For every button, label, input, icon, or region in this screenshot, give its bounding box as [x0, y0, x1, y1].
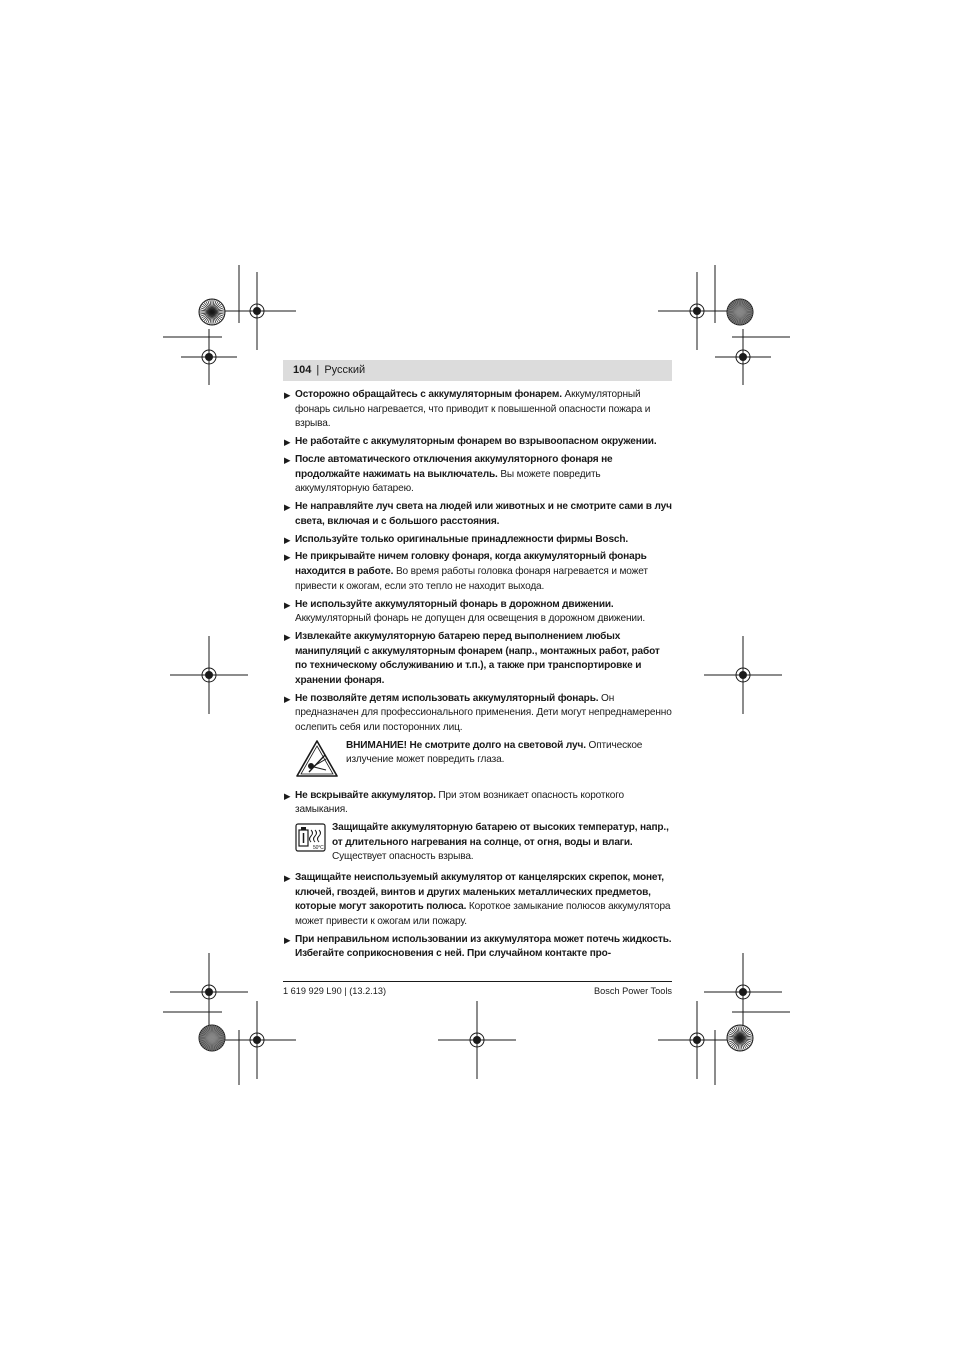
- page-number: 104: [293, 364, 312, 376]
- temperature-label: 50°C: [313, 845, 324, 852]
- registration-cross-icon: [704, 953, 782, 1031]
- safety-item: [284, 533, 672, 548]
- bullet-arrow-icon: ▶: [284, 454, 291, 465]
- bullet-arrow-icon: ▶: [284, 552, 291, 563]
- bullet-arrow-icon: ▶: [284, 873, 291, 884]
- item-bold-text: Не вскрывайте аккумулятор.: [295, 789, 436, 801]
- color-target-icon: [727, 299, 753, 325]
- item-bold-text: Не прикрывайте ничем головку фонаря, когда аккумуляторный фонарь находится в работе.: [295, 551, 647, 578]
- heat-warning-block: [295, 821, 672, 865]
- safety-item: [284, 630, 672, 688]
- item-text: При этом возникает опасность короткого замыкания.: [295, 789, 624, 816]
- item-bold-text: Не позволяйте детям использовать аккумуляторный фонарь.: [295, 692, 599, 704]
- heat-bold-text: Защищайте аккумуляторную батарею от высоких температур, напр., от длительного нагревания на солнце, от огня, воды и влаги.: [332, 822, 669, 848]
- registration-cross-icon: [438, 1001, 516, 1079]
- eye-warning-text: [346, 739, 672, 768]
- safety-item: [284, 453, 672, 497]
- bullet-arrow-icon: ▶: [284, 934, 291, 945]
- document-id: 1 619 929 L90 | (13.2.13): [283, 986, 387, 996]
- item-text: Короткое замыкание полюсов аккумулятора может привести к ожогам или пожару.: [295, 901, 671, 927]
- safety-item: [284, 500, 672, 529]
- item-text: Он предназначен для профессионального применения. Дети могут непреднамеренно ослепить себя или посторонних лиц.: [295, 692, 672, 733]
- item-bold-text: Используйте только оригинальные принадлежности фирмы Bosch.: [295, 533, 629, 545]
- bullet-arrow-icon: ▶: [284, 502, 291, 513]
- registration-cross-icon: [170, 636, 248, 714]
- safety-item: [284, 435, 672, 450]
- safety-instructions: [284, 388, 672, 965]
- safety-item: [284, 789, 672, 818]
- color-target-icon: [199, 1025, 225, 1051]
- item-bold-text: Не используйте аккумуляторный фонарь в дорожном движении.: [295, 598, 614, 610]
- safety-item: [284, 871, 672, 929]
- bullet-arrow-icon: ▶: [284, 599, 291, 610]
- eye-warning-icon: [295, 739, 339, 779]
- item-bold-text: При неправильном использовании из аккумулятора может потечь жидкость. Избегайте соприкосновения с ней. При случайном контакте про-: [295, 933, 672, 960]
- item-bold-text: Осторожно обращайтесь с аккумуляторным фонарем.: [295, 389, 562, 400]
- item-bold-text: Защищайте неиспользуемый аккумулятор от канцелярских скрепок, монет, ключей, гвоздей, винтов и других маленьких металлических предметов, которые могут закоротить полюса.: [295, 872, 664, 913]
- bullet-arrow-icon: ▶: [284, 534, 291, 545]
- bullet-arrow-icon: ▶: [284, 693, 291, 704]
- eye-warning-block: [295, 739, 672, 783]
- brand-name: Bosch Power Tools: [594, 986, 672, 996]
- bullet-arrow-icon: ▶: [284, 390, 291, 400]
- battery-heat-icon: [295, 821, 327, 853]
- registration-cross-icon: [658, 1001, 736, 1079]
- item-text: Аккумуляторный фонарь сильно нагревается, что приводит к повышенной опасности пожара и взрыва.: [295, 389, 651, 430]
- heat-text: Существует опасность взрыва.: [332, 851, 474, 863]
- bullet-arrow-icon: ▶: [284, 631, 291, 642]
- registration-cross-icon: [218, 1001, 296, 1079]
- safety-item: [284, 692, 672, 736]
- safety-item: [284, 550, 672, 594]
- color-target-icon: [727, 1025, 753, 1051]
- footer-divider: [283, 981, 672, 982]
- item-bold-text: Не направляйте луч света на людей или животных и не смотрите сами в луч света, включая и с большого расстояния.: [295, 501, 672, 527]
- warning-text: Оптическое излучение может повредить глаза.: [346, 739, 643, 766]
- item-bold-text: Извлекайте аккумуляторную батарею перед выполнением любых манипуляций с аккумуляторным фонарем (напр., монтажных работ, работ по техническому обслуживанию и т.п.), а также при транспортировке и хранении фонаря.: [295, 630, 660, 686]
- item-bold-text: Не работайте с аккумуляторным фонарем во взрывоопасном окружении.: [295, 436, 657, 448]
- registration-cross-icon: [704, 636, 782, 714]
- item-text: Вы можете повредить аккумуляторную батарею.: [295, 468, 601, 495]
- item-bold-text: После автоматического отключения аккумуляторного фонаря не продолжайте нажимать на выключатель.: [295, 453, 613, 480]
- color-target-icon: [199, 299, 225, 325]
- item-text: Во время работы головка фонаря нагревается и может привести к ожогам, если это тепло не находит выхода.: [295, 566, 648, 592]
- heat-warning-text: [332, 821, 672, 865]
- language-label: Русский: [324, 364, 366, 376]
- registration-cross-icon: [218, 272, 296, 350]
- header-separator: |: [316, 364, 320, 376]
- registration-cross-icon: [658, 272, 736, 350]
- safety-item: [284, 388, 672, 432]
- bullet-arrow-icon: ▶: [284, 790, 291, 801]
- safety-item: [284, 933, 672, 962]
- warning-bold-text: ВНИМАНИЕ! Не смотрите долго на световой луч.: [346, 739, 586, 751]
- registration-cross-icon: [170, 953, 248, 1031]
- item-text: Аккумуляторный фонарь не допущен для освещения в дорожном движении.: [295, 613, 646, 625]
- bullet-arrow-icon: ▶: [284, 437, 291, 448]
- page-header: [283, 360, 672, 381]
- safety-item: [284, 598, 672, 627]
